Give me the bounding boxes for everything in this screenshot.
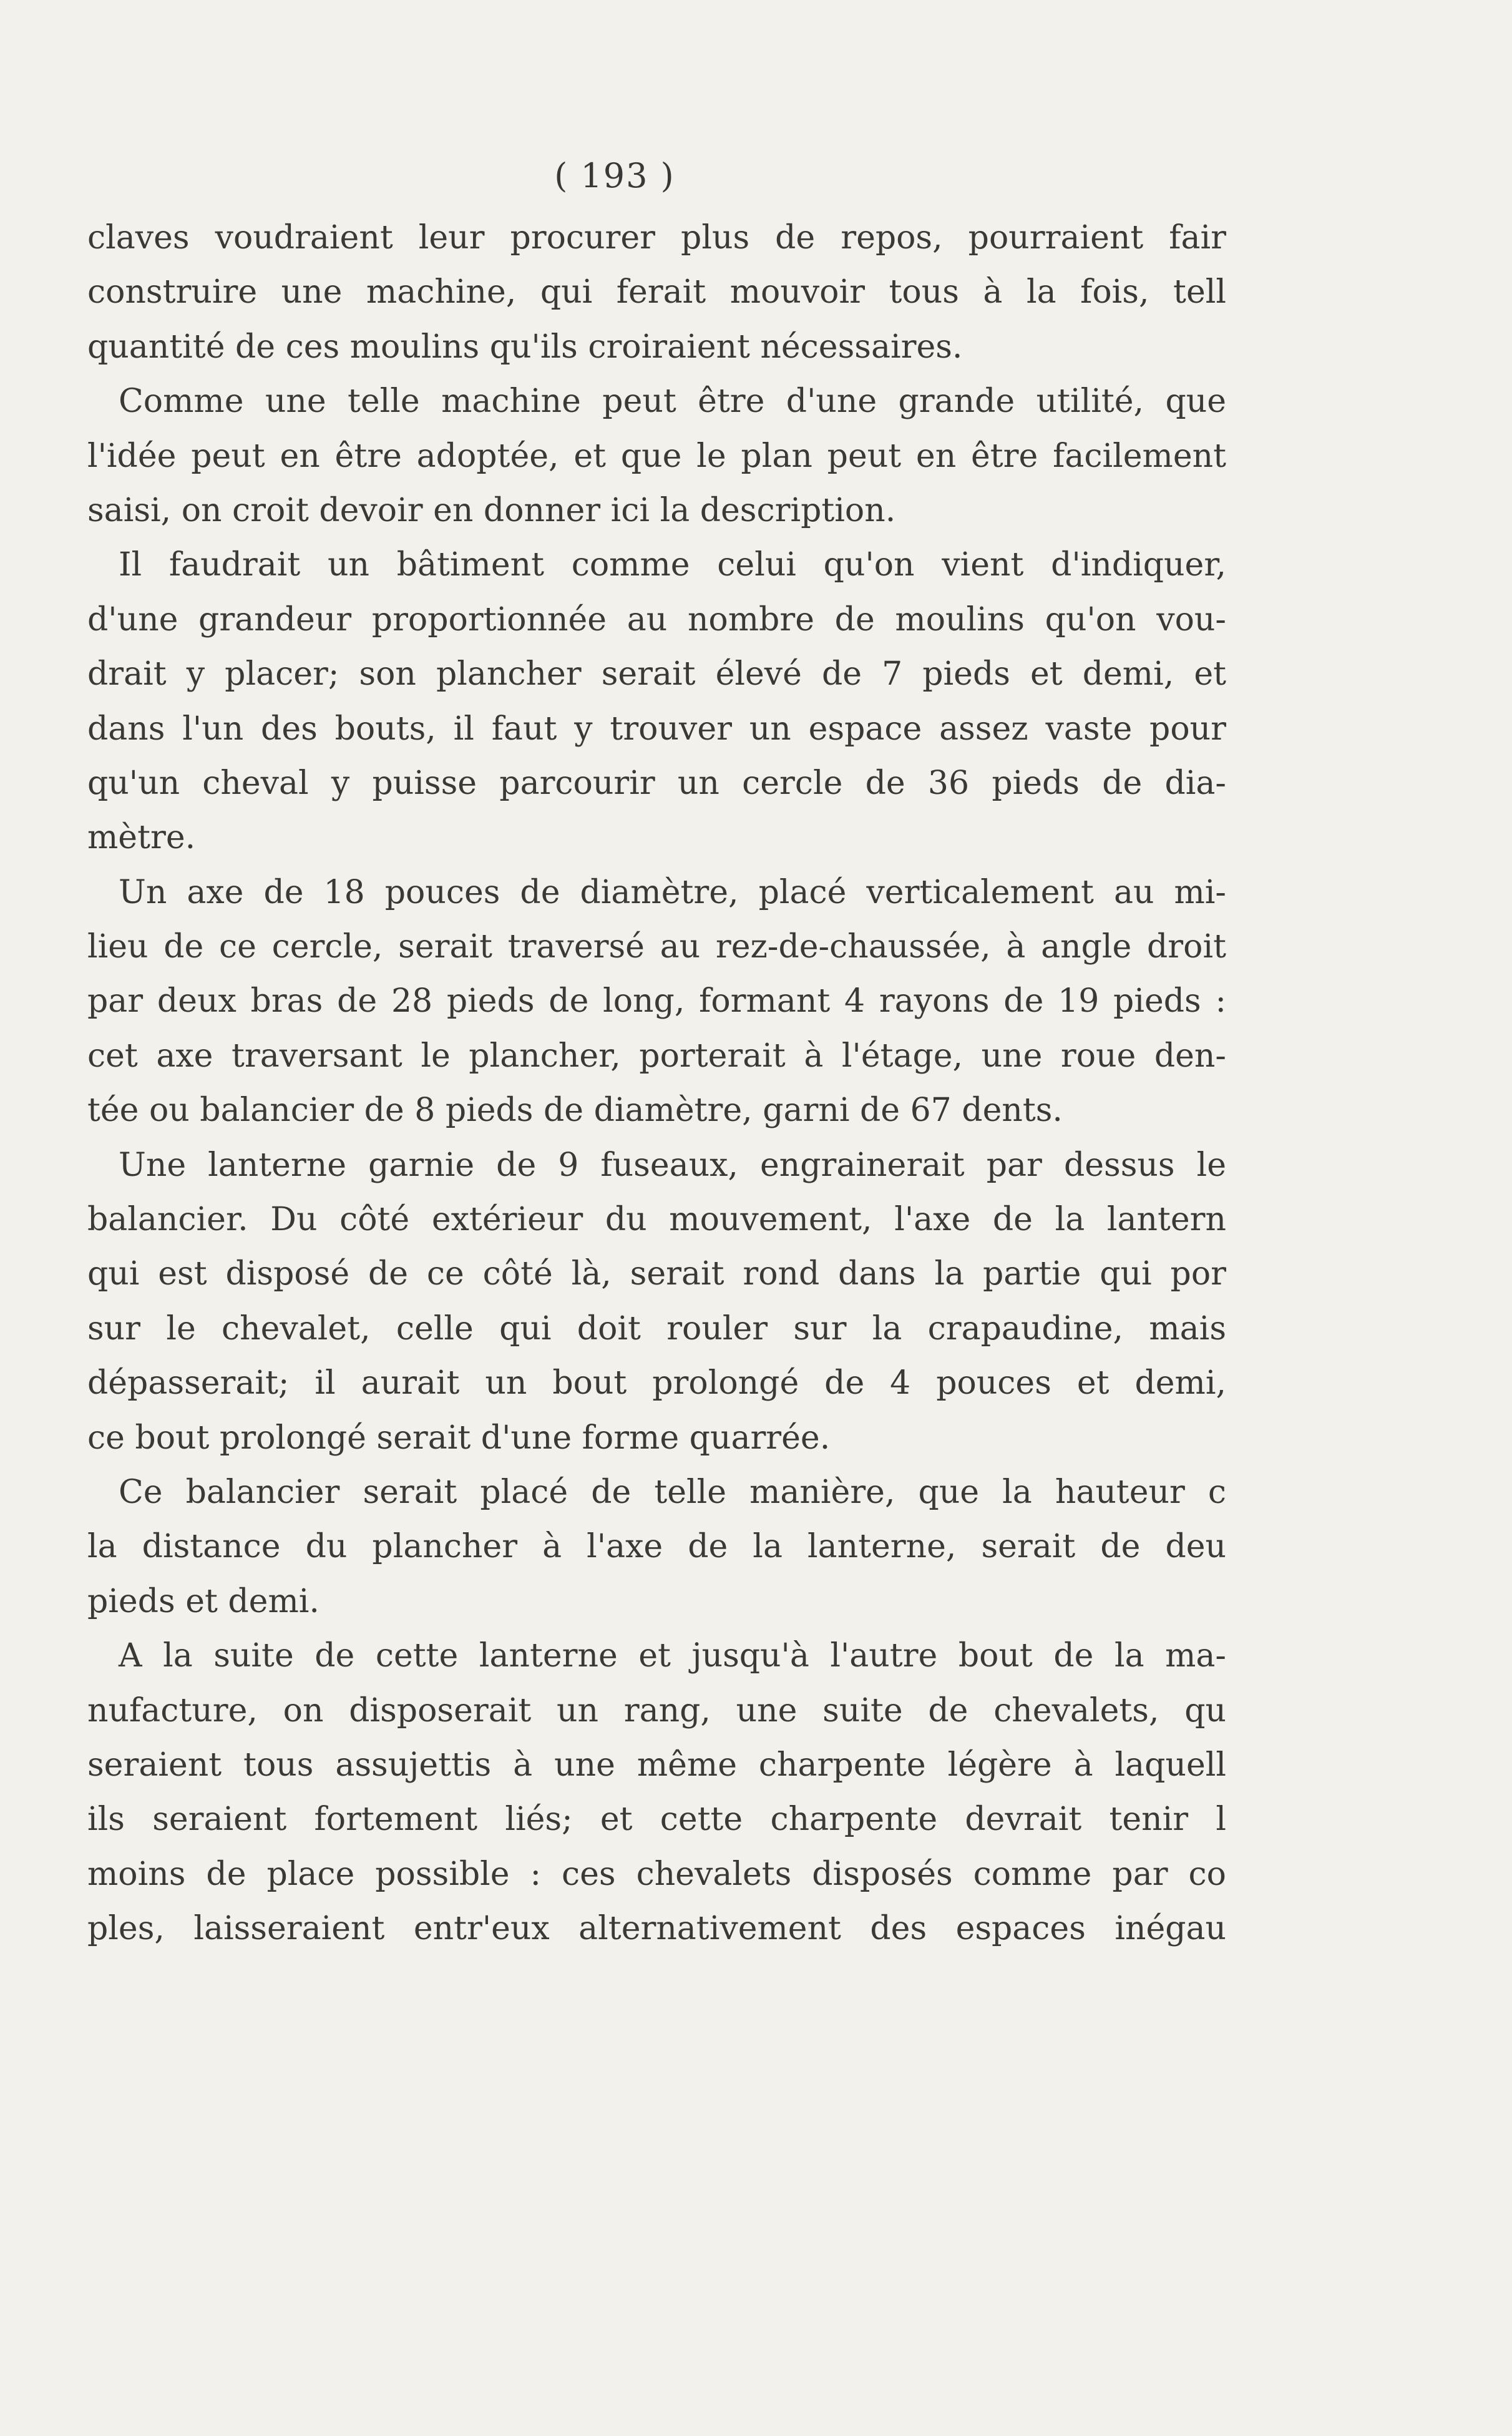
text-line: construire une machine, qui ferait mouvoir tous à la fois, tell xyxy=(87,273,1226,311)
text-line: seraient tous assujettis à une même charpente légère à laquell xyxy=(87,1746,1226,1784)
text-line: tée ou balancier de 8 pieds de diamètre, garni de 67 dents. xyxy=(87,1092,1063,1130)
page-number: ( 193 ) xyxy=(554,156,675,195)
paragraph-start-line: Un axe de 18 pouces de diamètre, placé verticalement au mi- xyxy=(119,873,1226,911)
paragraph-start-line: Ce balancier serait placé de telle manière, que la hauteur c xyxy=(119,1473,1226,1511)
paragraph-start-line: Il faudrait un bâtiment comme celui qu'on vient d'indiquer, xyxy=(119,546,1226,584)
text-line: l'idée peut en être adoptée, et que le plan peut en être facilement xyxy=(87,437,1226,475)
body-text xyxy=(87,211,1226,1957)
text-line: ples, laisseraient entr'eux alternativement des espaces inégau xyxy=(87,1910,1226,1948)
text-line: balancier. Du côté extérieur du mouvement, l'axe de la lantern xyxy=(87,1201,1226,1239)
text-line: sur le chevalet, celle qui doit rouler sur la crapaudine, mais xyxy=(87,1309,1226,1348)
text-line: mètre. xyxy=(87,819,196,857)
text-line: cet axe traversant le plancher, porterait à l'étage, une roue den- xyxy=(87,1037,1226,1075)
text-line: d'une grandeur proportionnée au nombre de moulins qu'on vou- xyxy=(87,600,1226,638)
text-line: la distance du plancher à l'axe de la lanterne, serait de deu xyxy=(87,1528,1226,1566)
text-line: moins de place possible : ces chevalets disposés comme par co xyxy=(87,1855,1226,1893)
paragraph-start-line: Une lanterne garnie de 9 fuseaux, engrainerait par dessus le xyxy=(119,1146,1226,1184)
text-line: ce bout prolongé serait d'une forme quarrée. xyxy=(87,1419,831,1457)
text-line: drait y placer; son plancher serait élevé de 7 pieds et demi, et xyxy=(87,655,1226,693)
text-line: pieds et demi. xyxy=(87,1582,319,1620)
paragraph-start-line: Comme une telle machine peut être d'une grande utilité, que xyxy=(119,383,1226,421)
paragraph-start-line: A la suite de cette lanterne et jusqu'à l'autre bout de la ma- xyxy=(119,1637,1226,1675)
text-line: dépasserait; il aurait un bout prolongé de 4 pouces et demi, xyxy=(87,1364,1226,1402)
text-line: saisi, on croit devoir en donner ici la description. xyxy=(87,491,896,529)
text-line: quantité de ces moulins qu'ils croiraient nécessaires. xyxy=(87,328,963,366)
text-line: qui est disposé de ce côté là, serait rond dans la partie qui por xyxy=(87,1255,1226,1293)
text-line: lieu de ce cercle, serait traversé au rez-de-chaussée, à angle droit xyxy=(87,928,1226,966)
text-line: dans l'un des bouts, il faut y trouver un espace assez vaste pour xyxy=(87,710,1226,748)
text-line: nufacture, on disposerait un rang, une suite de chevalets, qu xyxy=(87,1691,1226,1729)
text-line: qu'un cheval y puisse parcourir un cercle de 36 pieds de dia- xyxy=(87,764,1226,802)
text-line: ils seraient fortement liés; et cette charpente devrait tenir l xyxy=(87,1801,1226,1839)
text-line: par deux bras de 28 pieds de long, formant 4 rayons de 19 pieds : xyxy=(87,982,1226,1020)
text-line: claves voudraient leur procurer plus de repos, pourraient fair xyxy=(87,219,1226,257)
